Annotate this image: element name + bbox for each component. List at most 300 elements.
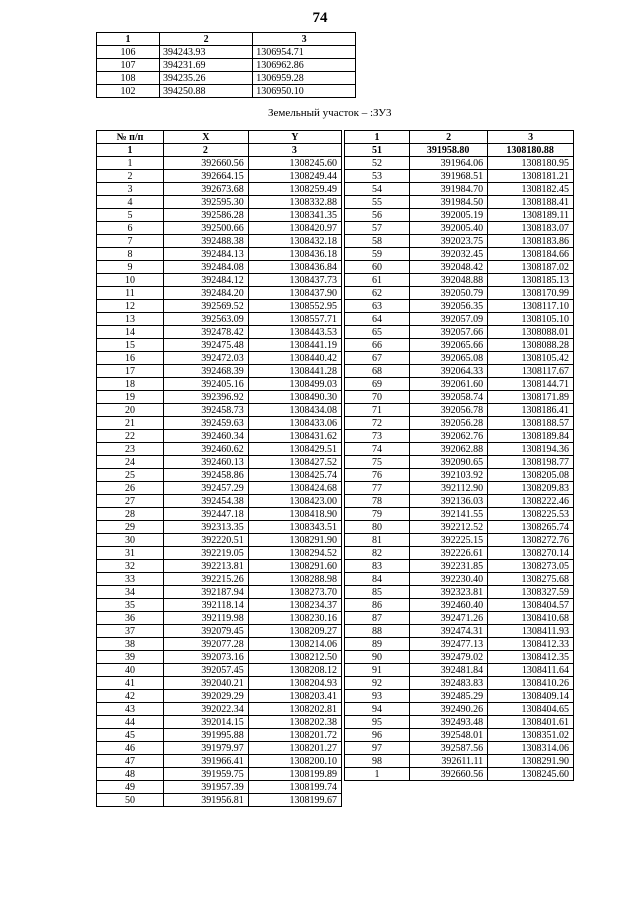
table-row [345, 352, 574, 365]
table-cell: 92 [345, 677, 410, 690]
table-cell: 392478.42 [164, 326, 249, 339]
table-cell: 98 [345, 755, 410, 768]
table-cell: 392569.52 [164, 300, 249, 313]
table-cell: 1308202.38 [248, 716, 341, 729]
table-cell: 44 [97, 716, 164, 729]
table-cell: 1308427.52 [248, 456, 341, 469]
table-cell: 30 [97, 534, 164, 547]
table-row [97, 196, 342, 209]
column-header: X [164, 131, 249, 144]
table-cell: 1308144.71 [488, 378, 574, 391]
table-cell: 1308404.65 [488, 703, 574, 716]
table-cell: 1308212.50 [248, 651, 341, 664]
table-row [345, 144, 574, 157]
table-row [97, 157, 342, 170]
table-cell: 32 [97, 560, 164, 573]
table-cell: 392225.15 [410, 534, 488, 547]
table-cell: 12 [97, 300, 164, 313]
table-cell: 31 [97, 547, 164, 560]
table-cell: 77 [345, 482, 410, 495]
table-row [97, 768, 342, 781]
table-cell: 392477.13 [410, 638, 488, 651]
table-cell: 391958.80 [410, 144, 488, 157]
table-cell: 1308270.14 [488, 547, 574, 560]
table-cell: 62 [345, 287, 410, 300]
table-cell: 1308429.51 [248, 443, 341, 456]
table-cell: 391984.50 [410, 196, 488, 209]
table-row [97, 274, 342, 287]
table-cell: 1308259.49 [248, 183, 341, 196]
table-cell: 8 [97, 248, 164, 261]
table-cell: 1308436.18 [248, 248, 341, 261]
table-cell: 1308245.60 [488, 768, 574, 781]
table-cell: 50 [97, 794, 164, 807]
table-row [345, 313, 574, 326]
table-header-row [345, 131, 574, 144]
table-cell: 1308188.41 [488, 196, 574, 209]
table-row [345, 703, 574, 716]
table-row [345, 768, 574, 781]
table-row [97, 235, 342, 248]
table-cell: 47 [97, 755, 164, 768]
table-row [345, 677, 574, 690]
table-row [97, 547, 342, 560]
table-cell: 58 [345, 235, 410, 248]
table-cell: 392077.28 [164, 638, 249, 651]
table-cell: 392323.81 [410, 586, 488, 599]
table-cell: 392056.28 [410, 417, 488, 430]
table-row [345, 274, 574, 287]
table-cell: 392475.48 [164, 339, 249, 352]
table-cell: 56 [345, 209, 410, 222]
table-cell: 1 [97, 144, 164, 157]
table-cell: 45 [97, 729, 164, 742]
table-row [97, 755, 342, 768]
table-cell: 1308088.28 [488, 339, 574, 352]
table-cell: 41 [97, 677, 164, 690]
table-cell: 392065.08 [410, 352, 488, 365]
table-row [345, 495, 574, 508]
table-cell: 74 [345, 443, 410, 456]
table-cell: 9 [97, 261, 164, 274]
table-cell: 392472.03 [164, 352, 249, 365]
table-cell: 392396.92 [164, 391, 249, 404]
table-cell: 392611.11 [410, 755, 488, 768]
table-cell: 392457.29 [164, 482, 249, 495]
table-cell: 1308432.18 [248, 235, 341, 248]
table-cell: 1308183.07 [488, 222, 574, 235]
table-cell: 392485.29 [410, 690, 488, 703]
table-cell: 108 [97, 72, 160, 85]
table-cell: 1308425.74 [248, 469, 341, 482]
table-cell: 1308171.89 [488, 391, 574, 404]
table-cell: 1308214.06 [248, 638, 341, 651]
table-cell: 1308291.90 [248, 534, 341, 547]
table-cell: 53 [345, 170, 410, 183]
table-cell: 1308418.90 [248, 508, 341, 521]
table-cell: 61 [345, 274, 410, 287]
table-cell: 1308222.46 [488, 495, 574, 508]
table-cell: 392056.78 [410, 404, 488, 417]
table-cell: 392005.40 [410, 222, 488, 235]
table-row [345, 339, 574, 352]
table-cell: 392673.68 [164, 183, 249, 196]
table-cell: 392231.85 [410, 560, 488, 573]
table-row [345, 157, 574, 170]
table-cell: 1308209.83 [488, 482, 574, 495]
column-header: № п/п [97, 131, 164, 144]
table-cell: 392484.08 [164, 261, 249, 274]
column-header: 3 [253, 33, 356, 46]
table-row [97, 612, 342, 625]
table-row [97, 326, 342, 339]
table-cell: 392500.66 [164, 222, 249, 235]
table-cell: 1308117.10 [488, 300, 574, 313]
table-row [97, 495, 342, 508]
table-cell: 28 [97, 508, 164, 521]
table-row [97, 716, 342, 729]
table-row [345, 690, 574, 703]
table-row [97, 313, 342, 326]
table-row [345, 443, 574, 456]
table-cell: 1308441.19 [248, 339, 341, 352]
table-cell: 1308288.98 [248, 573, 341, 586]
table-cell: 391984.70 [410, 183, 488, 196]
table-cell: 1306959.28 [253, 72, 356, 85]
table-row [345, 573, 574, 586]
table-row [97, 378, 342, 391]
table-cell: 392460.34 [164, 430, 249, 443]
table-row [345, 456, 574, 469]
table-cell: 1308230.16 [248, 612, 341, 625]
table-row [97, 573, 342, 586]
table-cell: 392488.38 [164, 235, 249, 248]
table-cell: 1308272.76 [488, 534, 574, 547]
table-cell: 48 [97, 768, 164, 781]
table-row [97, 300, 342, 313]
table-cell: 1308199.74 [248, 781, 341, 794]
table-cell: 37 [97, 625, 164, 638]
table-row [97, 794, 342, 807]
column-header: 3 [488, 131, 574, 144]
table-cell: 392057.09 [410, 313, 488, 326]
table-row [345, 625, 574, 638]
table-row [97, 469, 342, 482]
table-row [345, 586, 574, 599]
table-cell: 392141.55 [410, 508, 488, 521]
table-cell: 392313.35 [164, 521, 249, 534]
table-cell: 81 [345, 534, 410, 547]
table-cell: 391995.88 [164, 729, 249, 742]
table-cell: 1308411.93 [488, 625, 574, 638]
table-cell: 79 [345, 508, 410, 521]
table-cell: 93 [345, 690, 410, 703]
column-header: 2 [160, 33, 253, 46]
table-cell: 13 [97, 313, 164, 326]
table-row [345, 196, 574, 209]
table-cell: 52 [345, 157, 410, 170]
table-cell: 392220.51 [164, 534, 249, 547]
table-cell: 392460.40 [410, 599, 488, 612]
table-cell: 392484.12 [164, 274, 249, 287]
table-cell: 1308203.41 [248, 690, 341, 703]
table-row [345, 326, 574, 339]
table-row [345, 417, 574, 430]
table-cell: 29 [97, 521, 164, 534]
table-cell: 87 [345, 612, 410, 625]
table-cell: 391979.97 [164, 742, 249, 755]
table-cell: 57 [345, 222, 410, 235]
table-cell: 1308185.13 [488, 274, 574, 287]
table-cell: 1308180.95 [488, 157, 574, 170]
table-cell: 392057.45 [164, 664, 249, 677]
table-row [345, 651, 574, 664]
table-cell: 392474.31 [410, 625, 488, 638]
table-row [345, 599, 574, 612]
table-row [97, 46, 356, 59]
table-cell: 89 [345, 638, 410, 651]
table-cell: 392226.61 [410, 547, 488, 560]
table-cell: 3 [97, 183, 164, 196]
table-cell: 40 [97, 664, 164, 677]
table-cell: 392062.88 [410, 443, 488, 456]
table-cell: 1308423.00 [248, 495, 341, 508]
table-row [97, 85, 356, 98]
table-cell: 66 [345, 339, 410, 352]
table-row [345, 612, 574, 625]
table-cell: 1308433.06 [248, 417, 341, 430]
table-cell: 392014.15 [164, 716, 249, 729]
table-cell: 392112.90 [410, 482, 488, 495]
table-cell: 83 [345, 560, 410, 573]
table-cell: 1308343.51 [248, 521, 341, 534]
table-row [345, 287, 574, 300]
table-cell: 392493.48 [410, 716, 488, 729]
table-row [345, 209, 574, 222]
table-cell: 392215.26 [164, 573, 249, 586]
table-cell: 1308437.73 [248, 274, 341, 287]
table-cell: 24 [97, 456, 164, 469]
table-cell: 1308431.62 [248, 430, 341, 443]
table-cell: 1308209.27 [248, 625, 341, 638]
table-cell: 1308105.42 [488, 352, 574, 365]
table-cell: 80 [345, 521, 410, 534]
table-row [97, 144, 342, 157]
table-cell: 1308117.67 [488, 365, 574, 378]
table-cell: 75 [345, 456, 410, 469]
table-cell: 392230.40 [410, 573, 488, 586]
table-cell: 1308499.03 [248, 378, 341, 391]
table-cell: 392058.74 [410, 391, 488, 404]
table-row [97, 170, 342, 183]
table-cell: 5 [97, 209, 164, 222]
table-cell: 392048.42 [410, 261, 488, 274]
table-row [345, 664, 574, 677]
table-row [345, 638, 574, 651]
table-cell: 392061.60 [410, 378, 488, 391]
table-cell: 1308198.77 [488, 456, 574, 469]
table-cell: 1308189.84 [488, 430, 574, 443]
table-cell: 1308443.53 [248, 326, 341, 339]
column-header: 1 [345, 131, 410, 144]
table-row [97, 456, 342, 469]
column-header: 1 [97, 33, 160, 46]
table-cell: 392460.13 [164, 456, 249, 469]
table-cell: 1308437.90 [248, 287, 341, 300]
table-cell: 1308183.86 [488, 235, 574, 248]
table-row [97, 417, 342, 430]
table-cell: 394243.93 [160, 46, 253, 59]
table-cell: 107 [97, 59, 160, 72]
table-cell: 43 [97, 703, 164, 716]
table-row [345, 391, 574, 404]
table-cell: 72 [345, 417, 410, 430]
table-row [97, 352, 342, 365]
table-cell: 1308225.53 [488, 508, 574, 521]
table-cell: 1308401.61 [488, 716, 574, 729]
table-cell: 391964.06 [410, 157, 488, 170]
table-cell: 26 [97, 482, 164, 495]
table-cell: 3 [248, 144, 341, 157]
table-cell: 86 [345, 599, 410, 612]
table-row [97, 586, 342, 599]
table-cell: 392587.56 [410, 742, 488, 755]
table-cell: 1308436.84 [248, 261, 341, 274]
table-cell: 392586.28 [164, 209, 249, 222]
table-cell: 84 [345, 573, 410, 586]
table-cell: 392005.19 [410, 209, 488, 222]
table-cell: 1308188.57 [488, 417, 574, 430]
table-cell: 38 [97, 638, 164, 651]
table-cell: 1308199.67 [248, 794, 341, 807]
table-cell: 392136.03 [410, 495, 488, 508]
table-row [345, 508, 574, 521]
table-cell: 1308275.68 [488, 573, 574, 586]
table-cell: 392079.45 [164, 625, 249, 638]
table-cell: 1308204.93 [248, 677, 341, 690]
table-cell: 1308170.99 [488, 287, 574, 300]
table-row [345, 170, 574, 183]
table-cell: 1308332.88 [248, 196, 341, 209]
table-cell: 1308291.90 [488, 755, 574, 768]
table-row [345, 365, 574, 378]
table-cell: 392459.63 [164, 417, 249, 430]
table-cell: 1308411.64 [488, 664, 574, 677]
table-cell: 392460.62 [164, 443, 249, 456]
table-cell: 94 [345, 703, 410, 716]
table-row [97, 59, 356, 72]
table-cell: 392040.21 [164, 677, 249, 690]
table-cell: 33 [97, 573, 164, 586]
table-cell: 1308265.74 [488, 521, 574, 534]
table-cell: 392468.39 [164, 365, 249, 378]
table-cell: 1306962.86 [253, 59, 356, 72]
table-row [345, 378, 574, 391]
table-cell: 1308189.11 [488, 209, 574, 222]
table-cell: 392056.35 [410, 300, 488, 313]
table-cell: 392458.86 [164, 469, 249, 482]
table-cell: 392471.26 [410, 612, 488, 625]
table-cell: 88 [345, 625, 410, 638]
table-cell: 1308184.66 [488, 248, 574, 261]
table-cell: 64 [345, 313, 410, 326]
table-cell: 68 [345, 365, 410, 378]
table-row [97, 248, 342, 261]
table-cell: 1308201.72 [248, 729, 341, 742]
table-row [97, 482, 342, 495]
table-cell: 1 [345, 768, 410, 781]
table-row [345, 729, 574, 742]
table-cell: 392064.33 [410, 365, 488, 378]
table-cell: 392481.84 [410, 664, 488, 677]
table-cell: 394231.69 [160, 59, 253, 72]
table-cell: 42 [97, 690, 164, 703]
table-cell: 392484.13 [164, 248, 249, 261]
table-cell: 102 [97, 85, 160, 98]
table-cell: 392062.76 [410, 430, 488, 443]
table-cell: 1308088.01 [488, 326, 574, 339]
table-cell: 1308201.27 [248, 742, 341, 755]
table-row [345, 755, 574, 768]
table-row [97, 209, 342, 222]
table-cell: 392664.15 [164, 170, 249, 183]
table-cell: 60 [345, 261, 410, 274]
table-cell: 1308412.33 [488, 638, 574, 651]
table-row [97, 339, 342, 352]
table-row [97, 183, 342, 196]
table-cell: 392057.66 [410, 326, 488, 339]
table-cell: 392548.01 [410, 729, 488, 742]
table-row [345, 261, 574, 274]
table-cell: 392458.73 [164, 404, 249, 417]
table-cell: 59 [345, 248, 410, 261]
table-cell: 392447.18 [164, 508, 249, 521]
table-cell: 1308291.60 [248, 560, 341, 573]
table-cell: 1308409.14 [488, 690, 574, 703]
table-cell: 2 [97, 170, 164, 183]
table-row [97, 72, 356, 85]
table-row [345, 430, 574, 443]
table-cell: 1308441.28 [248, 365, 341, 378]
table-cell: 392212.52 [410, 521, 488, 534]
table-cell: 392660.56 [410, 768, 488, 781]
table-header-row [97, 33, 356, 46]
table-cell: 392022.34 [164, 703, 249, 716]
table-cell: 15 [97, 339, 164, 352]
table-cell: 25 [97, 469, 164, 482]
coordinates-table-right [344, 130, 574, 781]
table-cell: 1308181.21 [488, 170, 574, 183]
table-cell: 1308202.81 [248, 703, 341, 716]
table-cell: 91 [345, 664, 410, 677]
table-row [345, 222, 574, 235]
table-row [97, 508, 342, 521]
table-cell: 1308557.71 [248, 313, 341, 326]
table-row [345, 183, 574, 196]
table-cell: 69 [345, 378, 410, 391]
table-row [97, 391, 342, 404]
table-cell: 67 [345, 352, 410, 365]
table-cell: 1308434.08 [248, 404, 341, 417]
table-cell: 65 [345, 326, 410, 339]
table-row [97, 287, 342, 300]
table-cell: 1308105.10 [488, 313, 574, 326]
table-cell: 10 [97, 274, 164, 287]
table-row [97, 430, 342, 443]
table-row [345, 534, 574, 547]
table-row [345, 742, 574, 755]
table-row [345, 235, 574, 248]
